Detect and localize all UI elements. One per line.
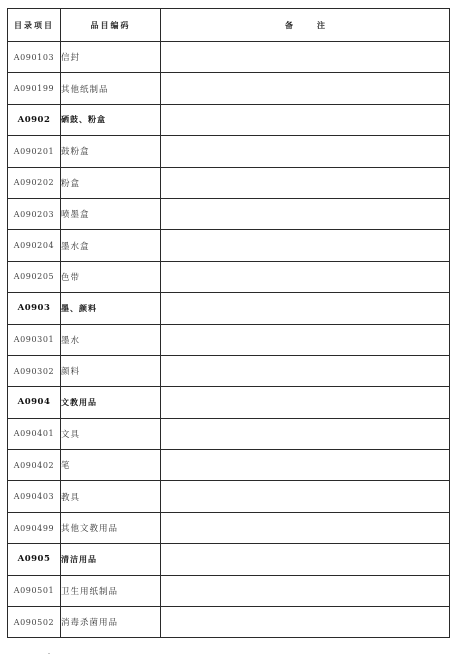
table-row [8,481,450,512]
table-header-row [8,9,450,42]
table-row [8,42,450,73]
note-cell [161,387,450,418]
catalog-code-cell: A090199 [8,73,61,104]
catalog-code-cell: A090499 [8,512,61,543]
page-mark: - [48,650,51,657]
note-cell [161,42,450,73]
note-cell [161,418,450,449]
item-name-cell: 卫生用纸制品 [61,575,161,606]
item-name-cell: 文教用品 [61,387,161,418]
item-name-cell: 清洁用品 [61,544,161,575]
table-row [8,355,450,386]
table-row [8,230,450,261]
table-row [8,73,450,104]
catalog-code-cell: A090502 [8,607,61,638]
catalog-code-cell: A090501 [8,575,61,606]
table-row [8,512,450,543]
catalog-code-cell: A090301 [8,324,61,355]
catalog-code-cell: A090302 [8,355,61,386]
note-cell [161,198,450,229]
note-cell [161,261,450,292]
catalog-code-cell: A0904 [8,387,61,418]
catalog-code-cell: A090401 [8,418,61,449]
table-row [8,261,450,292]
table-row [8,450,450,481]
catalog-code-cell: A090205 [8,261,61,292]
table-body [8,42,450,638]
item-name-cell: 其他文教用品 [61,512,161,543]
note-cell [161,607,450,638]
table-row [8,418,450,449]
note-column-header: 备注 [161,9,450,42]
note-cell [161,230,450,261]
catalog-code-cell: A0902 [8,104,61,135]
table-row [8,198,450,229]
item-name-cell: 粉盒 [61,167,161,198]
code-column-header: 目录项目 [8,9,61,42]
note-cell [161,450,450,481]
name-column-header: 品目编码 [61,9,161,42]
note-cell [161,481,450,512]
category-group-row [8,544,450,575]
category-group-row [8,104,450,135]
note-cell [161,167,450,198]
catalog-code-cell: A0905 [8,544,61,575]
catalog-code-cell: A090402 [8,450,61,481]
item-name-cell: 鼓粉盒 [61,136,161,167]
item-name-cell: 笔 [61,450,161,481]
note-cell [161,136,450,167]
item-name-cell: 文具 [61,418,161,449]
item-name-cell: 消毒杀菌用品 [61,607,161,638]
item-name-cell: 教具 [61,481,161,512]
note-cell [161,544,450,575]
catalog-code-cell: A090403 [8,481,61,512]
item-name-cell: 信封 [61,42,161,73]
note-cell [161,355,450,386]
item-name-cell: 色带 [61,261,161,292]
item-name-cell: 其他纸制品 [61,73,161,104]
category-group-row [8,293,450,324]
category-group-row [8,387,450,418]
table-row [8,607,450,638]
table-row [8,575,450,606]
note-cell [161,324,450,355]
item-name-cell: 颜料 [61,355,161,386]
catalog-code-cell: A090201 [8,136,61,167]
item-name-cell: 墨水盒 [61,230,161,261]
note-cell [161,293,450,324]
table-row [8,136,450,167]
catalog-code-cell: A090103 [8,42,61,73]
item-name-cell: 墨、颜料 [61,293,161,324]
catalog-code-cell: A090203 [8,198,61,229]
note-cell [161,575,450,606]
table-row [8,324,450,355]
note-cell [161,512,450,543]
catalog-table [7,8,450,638]
catalog-code-cell: A090204 [8,230,61,261]
item-name-cell: 墨水 [61,324,161,355]
note-cell [161,104,450,135]
note-cell [161,73,450,104]
item-name-cell: 喷墨盒 [61,198,161,229]
catalog-code-cell: A0903 [8,293,61,324]
table-row [8,167,450,198]
catalog-code-cell: A090202 [8,167,61,198]
item-name-cell: 硒鼓、粉盒 [61,104,161,135]
